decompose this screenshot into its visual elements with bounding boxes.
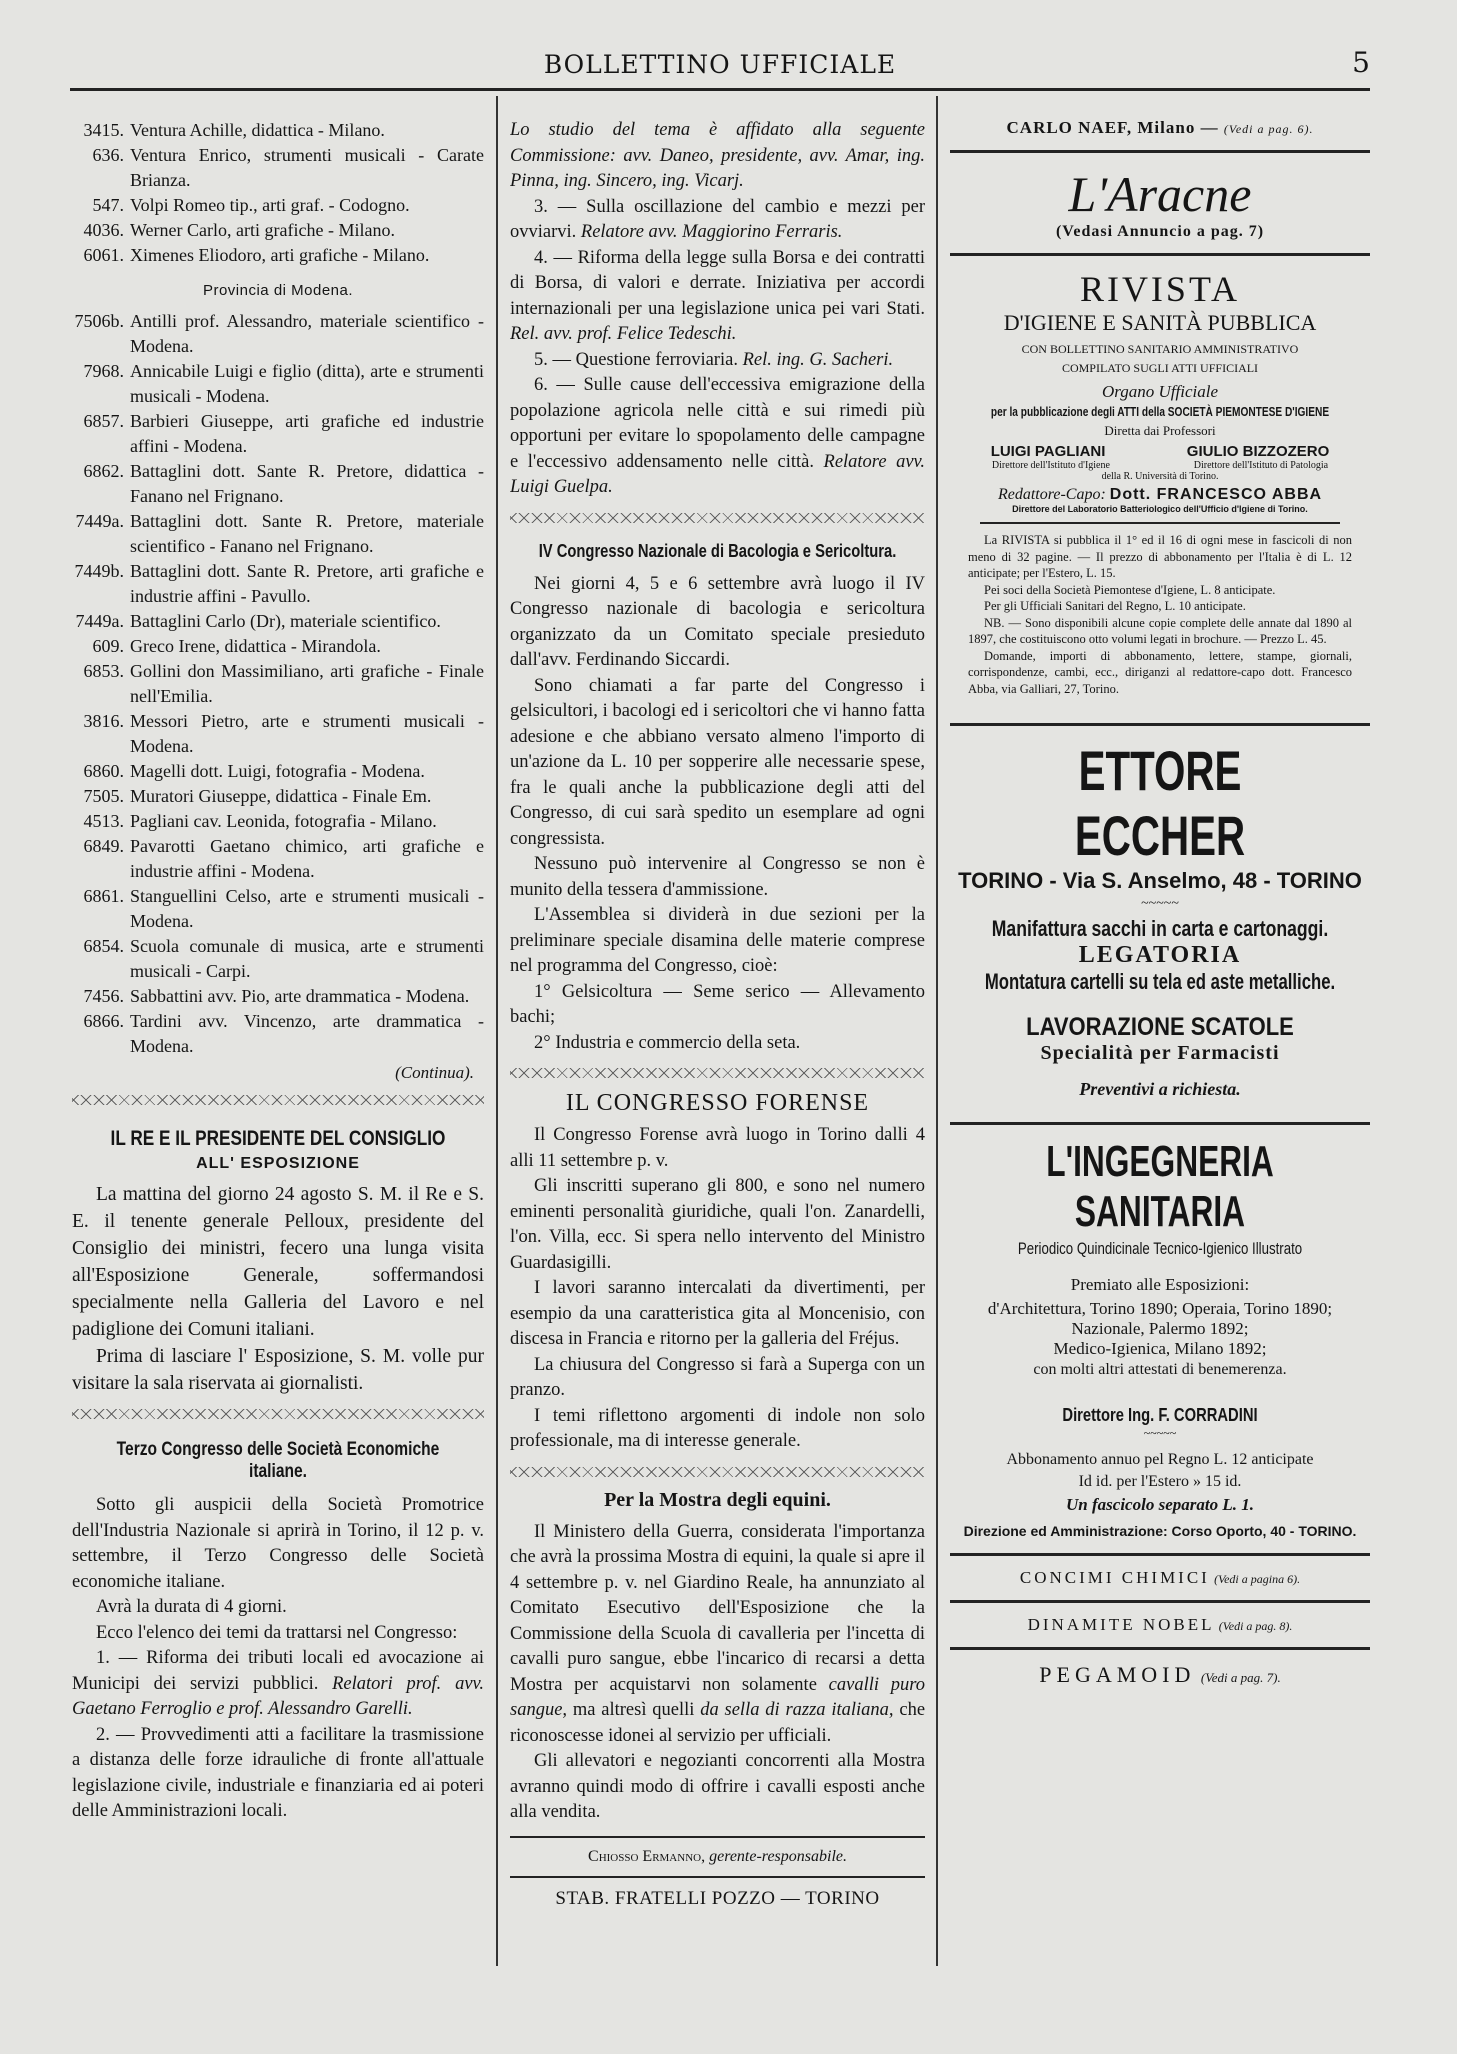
exhibitor-entry bbox=[72, 984, 484, 1009]
theme-relatore: Relatore avv. Maggiorino Ferraris. bbox=[580, 222, 843, 242]
exhibitor-text: Stanguellini Celso, arte e strumenti musicali - Modena. bbox=[130, 886, 484, 931]
ad-rule bbox=[950, 150, 1370, 153]
footer-rule bbox=[510, 1876, 925, 1878]
paragraph bbox=[72, 1646, 484, 1723]
exhibitor-entry bbox=[72, 559, 484, 609]
text-run-italic: da sella di razza italiana, bbox=[700, 1700, 894, 1720]
exhibitor-text: Werner Carlo, arti grafiche - Milano. bbox=[130, 220, 395, 240]
exhibitor-number: 636. bbox=[92, 145, 124, 165]
exhibitor-number: 6849. bbox=[83, 836, 124, 856]
section-divider bbox=[72, 1095, 484, 1105]
exhibitor-number: 7506b. bbox=[74, 311, 124, 331]
exhibitor-number: 609. bbox=[92, 636, 124, 656]
text-run-italic: cavalli puro sangue, bbox=[510, 1674, 925, 1720]
article-title-forense: IL CONGRESSO FORENSE bbox=[565, 1090, 870, 1116]
director-role: Direttore dell'Istituto d'Igiene bbox=[991, 460, 1110, 471]
paragraph: Prima di lasciare l' Esposizione, S. M. volle pur visitare la sala riservata ai giornalisti. bbox=[72, 1346, 484, 1394]
ad-dinamite-ref: (Vedi a pag. 8). bbox=[1218, 1619, 1293, 1633]
exhibitor-entry bbox=[72, 409, 484, 459]
exhibitor-text: Messori Pietro, arte e strumenti musicali - Modena. bbox=[130, 711, 484, 756]
exhibitor-number: 6853. bbox=[83, 661, 124, 681]
ad-concimi-name: CONCIMI CHIMICI bbox=[1019, 1568, 1210, 1587]
ad-rivista-line: Diretta dai Professori bbox=[1104, 423, 1216, 438]
column-1 bbox=[72, 118, 484, 1948]
fineprint-line: La RIVISTA si pubblica il 1° ed il 16 di ogni mese in fascicoli di non meno di 32 pagine. — Il prezzo di abbonamento per l'Italia è di L. 12 anticipate; per l'Estero, L. 15. bbox=[968, 533, 1352, 580]
redattore-name: Dott. FRANCESCO ABBA bbox=[1109, 486, 1323, 503]
ad-eccher-name: ETTORE ECCHER bbox=[1074, 739, 1246, 867]
gerente-name: Chiosso Ermanno, bbox=[588, 1847, 706, 1865]
exhibitor-text: Barbieri Giuseppe, arti grafiche ed industrie affini - Modena. bbox=[130, 411, 484, 456]
exhibitor-text: Scuola comunale di musica, arte e strumenti musicali - Carpi. bbox=[130, 936, 484, 981]
ad-naef-name: CARLO NAEF, Milano — bbox=[1006, 118, 1219, 137]
exhibitor-text: Ventura Achille, didattica - Milano. bbox=[130, 120, 385, 140]
printer-line: STAB. FRATELLI POZZO — TORINO bbox=[555, 1887, 880, 1909]
paragraph: La mattina del giorno 24 agosto S. M. il Re e S. E. il tenente generale Pelloux, presidente del Consiglio dei ministri, fecero una lunga visita all'Esposizione Generale, soffermandosi specialmente nella Galleria del Lavoro e nel padiglione dei Comuni italiani. bbox=[72, 1184, 484, 1340]
exhibitor-number: 3415. bbox=[83, 120, 124, 140]
ad-pegamoid bbox=[950, 1662, 1370, 1688]
exhibitor-entry bbox=[72, 784, 484, 809]
ad-rule bbox=[950, 253, 1370, 256]
exhibitor-number: 3816. bbox=[83, 711, 124, 731]
ad-rivista-line: CON BOLLETTINO SANITARIO AMMINISTRATIVO bbox=[1021, 342, 1299, 356]
ad-rivista-subtitle: D'IGIENE E SANITÀ PUBBLICA bbox=[1003, 310, 1317, 335]
article-title-re: IL RE E IL PRESIDENTE DEL CONSIGLIO bbox=[110, 1127, 446, 1150]
paragraph: Nessuno può intervenire al Congresso se non è munito della tessera d'ammissione. bbox=[510, 854, 925, 900]
ad-rivista-directors bbox=[950, 443, 1370, 460]
ad-rivista-line: COMPILATO SUGLI ATTI UFFICIALI bbox=[1061, 361, 1259, 375]
exhibitor-text: Battaglini Carlo (Dr), materiale scientifico. bbox=[130, 611, 441, 631]
ad-ingegneria-line: d'Architettura, Torino 1890; Operaia, Torino 1890; bbox=[987, 1299, 1333, 1318]
exhibitor-entry bbox=[72, 509, 484, 559]
header-rule bbox=[70, 88, 1370, 91]
exhibitor-entry bbox=[72, 218, 484, 243]
paragraph: Sotto gli auspicii della Società Promotrice dell'Industria Nazionale si aprirà in Torino, il 12 p. v. settembre, il Terzo Congresso delle Società economiche italiane. bbox=[72, 1495, 484, 1592]
exhibitor-text: Annicabile Luigi e figlio (ditta), arte e strumenti musicali - Modena. bbox=[130, 361, 484, 406]
theme-text: 1. — Riforma dei tributi locali ed avocazione ai Municipi dei servizi pubblici. bbox=[72, 1648, 484, 1694]
ad-concimi bbox=[950, 1568, 1370, 1588]
ad-ingegneria-address bbox=[950, 1523, 1370, 1539]
theme-relatori: Relatori prof. avv. Gaetano Ferroglio e prof. Alessandro Garelli. bbox=[72, 1673, 484, 1719]
address-value: Corso Oporto, 40 - TORINO. bbox=[1171, 1523, 1357, 1539]
ad-rivista-line: Direttore del Laboratorio Batteriologico dell'Ufficio d'Igiene di Torino. bbox=[1012, 504, 1308, 514]
exhibitor-number: 6061. bbox=[83, 245, 124, 265]
exhibitor-entry bbox=[72, 809, 484, 834]
paragraph bbox=[510, 1520, 925, 1750]
exhibitor-number: 4036. bbox=[83, 220, 124, 240]
exhibitor-list-milano bbox=[72, 118, 484, 268]
theme-relatore: Rel. ing. G. Sacheri. bbox=[742, 349, 894, 370]
exhibitor-text: Antilli prof. Alessandro, materiale scientifico - Modena. bbox=[130, 311, 484, 356]
director-name: GIULIO BIZZOZERO bbox=[1186, 443, 1330, 460]
redattore-label: Redattore-Capo: bbox=[997, 486, 1106, 503]
ad-ingegneria-line: Medico-Igienica, Milano 1892; bbox=[1053, 1339, 1267, 1358]
paragraph: 2° Industria e commercio della seta. bbox=[534, 1032, 801, 1053]
paragraph: I lavori saranno intercalati da divertimenti, per esempio da una caratteristica gita al Moncenisio, con discesa in Francia e ritorno per la galleria del Fréjus. bbox=[510, 1278, 925, 1349]
exhibitor-entry bbox=[72, 193, 484, 218]
ad-ingegneria-subtitle: Periodico Quindicinale Tecnico-Igienico Illustrato bbox=[1017, 1239, 1303, 1258]
exhibitor-entry bbox=[72, 243, 484, 268]
ornament: ~~~~~ bbox=[1141, 896, 1179, 911]
exhibitor-text: Tardini avv. Vincenzo, arte drammatica - Modena. bbox=[130, 1011, 484, 1056]
gerente-role: gerente-responsabile. bbox=[709, 1847, 847, 1865]
ad-eccher-line: Manifattura sacchi in carta e cartonaggi. bbox=[991, 916, 1329, 941]
exhibitor-entry bbox=[72, 759, 484, 784]
ad-rivista-organo: Organo Ufficiale bbox=[1102, 382, 1218, 401]
paragraph bbox=[510, 246, 925, 348]
paragraph bbox=[510, 195, 925, 246]
exhibitor-number: 6857. bbox=[83, 411, 124, 431]
exhibitor-number: 7456. bbox=[83, 986, 124, 1006]
ad-rivista-line: per la pubblicazione degli ATTI della SOCIETÀ PIEMONTESE D'IGIENE bbox=[990, 404, 1330, 419]
article-subtitle-re: ALL' ESPOSIZIONE bbox=[196, 1155, 360, 1172]
fineprint-line: NB. — Sono disponibili alcune copie complete delle annate dal 1890 al 1897, che costituiscono otto volumi legati in brochure. — Prezzo L. 45. bbox=[968, 615, 1352, 646]
exhibitor-number: 6860. bbox=[83, 761, 124, 781]
ad-eccher-line: LEGATORIA bbox=[1078, 942, 1242, 968]
column-3 bbox=[950, 118, 1370, 1948]
exhibitor-text: Muratori Giuseppe, didattica - Finale Em. bbox=[130, 786, 432, 806]
exhibitor-entry bbox=[72, 709, 484, 759]
exhibitor-number: 7968. bbox=[83, 361, 124, 381]
ad-rule bbox=[950, 1647, 1370, 1650]
article-title-equini: Per la Mostra degli equini. bbox=[604, 1488, 831, 1511]
exhibitor-entry bbox=[72, 1009, 484, 1059]
exhibitor-number: 6866. bbox=[83, 1011, 124, 1031]
ad-rule bbox=[950, 723, 1370, 726]
exhibitor-number: 6862. bbox=[83, 461, 124, 481]
director-role: Direttore dell'Istituto di Patologia bbox=[1193, 460, 1329, 471]
column-divider-1 bbox=[496, 96, 498, 1966]
ad-rivista-fineprint bbox=[968, 532, 1352, 697]
ad-rule bbox=[980, 522, 1340, 524]
exhibitor-text: Magelli dott. Luigi, fotografia - Modena. bbox=[130, 761, 425, 781]
exhibitor-entry bbox=[72, 359, 484, 409]
exhibitor-text: Pavarotti Gaetano chimico, arti grafiche e industrie affini - Modena. bbox=[130, 836, 484, 881]
exhibitor-text: Battaglini dott. Sante R. Pretore, arti grafiche e industrie affini - Pavullo. bbox=[130, 561, 484, 606]
text-run: ma altresì quelli bbox=[572, 1700, 695, 1720]
province-heading: Provincia di Modena. bbox=[202, 282, 354, 299]
paragraph: Nei giorni 4, 5 e 6 settembre avrà luogo il IV Congresso nazionale di bacologia e sericoltura organizzato da un Comitato speciale presieduto dall'avv. Ferdinando Siccardi. bbox=[510, 573, 925, 670]
ad-ingegneria-line: con molti altri attestati di benemerenza. bbox=[1033, 1361, 1287, 1378]
ad-pegamoid-ref: (Vedi a pag. 7). bbox=[1200, 1670, 1281, 1685]
gerente-line bbox=[510, 1848, 925, 1866]
ad-concimi-ref: (Vedi a pagina 6). bbox=[1214, 1572, 1301, 1586]
theme-relatore: Relatore avv. Luigi Guelpa. bbox=[510, 451, 925, 497]
ad-naef bbox=[950, 118, 1370, 138]
paragraph: La chiusura del Congresso si farà a Superga con un pranzo. bbox=[510, 1354, 925, 1400]
paragraph bbox=[510, 348, 925, 374]
exhibitor-text: Ventura Enrico, strumenti musicali - Carate Brianza. bbox=[130, 145, 484, 190]
exhibitor-number: 7449b. bbox=[74, 561, 124, 581]
ad-eccher-line: Specialità per Farmacisti bbox=[1040, 1042, 1280, 1064]
ad-naef-ref: (Vedi a pag. 6). bbox=[1223, 122, 1314, 136]
paragraph: Sono chiamati a far parte del Congresso i gelsicultori, i bacologi ed i sericoltori che vi hanno fatta adesione e che abbiano versato almeno l'importo di un'azione da L. 10 per sopperire alle necessarie spese, fra le quali anche la pubblicazione degli atti del Congresso, di cui sarà spedito un esemplare ad ogni congressista. bbox=[510, 675, 925, 849]
continua-note: (Continua). bbox=[395, 1063, 474, 1082]
fineprint-line: Domande, importi di abbonamento, lettere, stampe, giornali, corrispondenze, cambi, ecc., diriganzi al redattore-capo dott. Francesco Abba, via Galliari, 27, Torino. bbox=[968, 648, 1352, 696]
exhibitor-number: 7449a. bbox=[75, 611, 124, 631]
ad-ingegneria-line: Id id. per l'Estero » 15 id. bbox=[1078, 1473, 1242, 1490]
ad-eccher-line: Preventivi a richiesta. bbox=[1079, 1079, 1241, 1099]
exhibitor-list-modena bbox=[72, 309, 484, 1059]
text-run: Il Ministero della Guerra, considerata l'importanza che avrà la prossima Mostra di equini, la quale si apre il 4 settembre p. v. nel Giardino Reale, ha annunziato al Comitato Esecutivo dell'Esposizione che la Commissione della Scuola di cavalleria per l'incetta di cavalli puro sangue, ebbe l'incarico di recarsi a detta Mostra per acquistarvi non solamente bbox=[510, 1521, 925, 1695]
paragraph: Gli allevatori e negozianti concorrenti alla Mostra avranno quindi modo di offrire i cavalli esposti anche alla vendita. bbox=[510, 1751, 925, 1822]
exhibitor-entry bbox=[72, 634, 484, 659]
paragraph: Gli inscritti superano gli 800, e sono nel numero eminenti personalità giuridiche, quali l'on. Zanardelli, l'on. Villa, ecc. Si spera nello intervento del Ministro Guardasigilli. bbox=[510, 1176, 925, 1273]
exhibitor-number: 6861. bbox=[83, 886, 124, 906]
theme-text: 5. — Questione ferroviaria. bbox=[534, 349, 738, 370]
paragraph: Avrà la durata di 4 giorni. bbox=[96, 1597, 287, 1617]
theme-text: 6. — Sulle cause dell'eccessiva emigrazione della popolazione agricola nelle città e sui rimedi più opportuni per evitare lo spopolamento delle campagne e l'eccessivo addensamento nelle città. bbox=[510, 375, 925, 472]
exhibitor-text: Sabbattini avv. Pio, arte drammatica - Modena. bbox=[130, 986, 470, 1006]
section-divider bbox=[510, 1068, 925, 1078]
section-divider bbox=[510, 513, 925, 523]
publication-title: BOLLETTINO UFFICIALE bbox=[543, 50, 897, 79]
text-run: che riconoscesse idonei al servizio per ufficiali. bbox=[510, 1700, 925, 1746]
ad-ingegneria-line: Nazionale, Palermo 1892; bbox=[1071, 1319, 1249, 1338]
column-divider-2 bbox=[936, 96, 938, 1966]
ad-rule bbox=[950, 1600, 1370, 1603]
ad-dinamite bbox=[950, 1615, 1370, 1635]
exhibitor-entry bbox=[72, 459, 484, 509]
director-name: LUIGI PAGLIANI bbox=[990, 443, 1106, 460]
ornament: ~~~~~ bbox=[1143, 1426, 1177, 1440]
exhibitor-text: Gollini don Massimiliano, arti grafiche - Finale nell'Emilia. bbox=[130, 661, 484, 706]
exhibitor-number: 6854. bbox=[83, 936, 124, 956]
paragraph: L'Assemblea si dividerà in due sezioni per la preliminare speciale disamina delle materie comprese nel programma del Congresso, cioè: bbox=[510, 905, 925, 976]
ad-aracne-title: L'Aracne bbox=[1068, 166, 1252, 222]
paragraph: 2. — Provvedimenti atti a facilitare la trasmissione a distanza delle forze idrauliche di fronte all'attuale legislazione civile, industriale e finanziaria ed ai poteri delle Amministrazioni locali. bbox=[72, 1724, 484, 1821]
ad-ingegneria-line: Premiato alle Esposizioni: bbox=[1070, 1275, 1250, 1294]
theme-text: 3. — Sulla oscillazione del cambio e mezzi per ovviarvi. bbox=[510, 196, 925, 242]
ad-ingegneria-line: Un fascicolo separato L. 1. bbox=[1066, 1495, 1254, 1514]
exhibitor-entry bbox=[72, 143, 484, 193]
ad-rivista-line: della R. Università di Torino. bbox=[1101, 471, 1219, 482]
ad-dinamite-name: DINAMITE NOBEL bbox=[1027, 1615, 1215, 1634]
exhibitor-entry bbox=[72, 659, 484, 709]
ad-eccher-line: LAVORAZIONE SCATOLE bbox=[1026, 1013, 1294, 1041]
ad-eccher-address: TORINO - Via S. Anselmo, 48 - TORINO bbox=[958, 868, 1362, 893]
ad-ingegneria-director: Direttore Ing. F. CORRADINI bbox=[1062, 1405, 1258, 1425]
section-divider bbox=[510, 1467, 925, 1477]
ad-rivista-redattore bbox=[950, 486, 1370, 504]
paragraph: Lo studio del tema è affidato alla seguente Commissione: avv. Daneo, presidente, avv. Amar, ing. Pinna, ing. Sincero, ing. Vicarj. bbox=[510, 120, 925, 191]
page-number: 5 bbox=[1352, 46, 1370, 79]
address-label: Direzione ed Amministrazione: bbox=[963, 1523, 1168, 1539]
exhibitor-text: Greco Irene, didattica - Mirandola. bbox=[130, 636, 381, 656]
paragraph bbox=[510, 373, 925, 501]
exhibitor-text: Pagliani cav. Leonida, fotografia - Milano. bbox=[130, 811, 437, 831]
exhibitor-entry bbox=[72, 834, 484, 884]
ad-ingegneria-line: Abbonamento annuo pel Regno L. 12 anticipate bbox=[1006, 1451, 1314, 1468]
exhibitor-entry bbox=[72, 118, 484, 143]
ad-rule bbox=[950, 1122, 1370, 1125]
section-divider bbox=[72, 1409, 484, 1419]
exhibitor-text: Volpi Romeo tip., arti graf. - Codogno. bbox=[130, 195, 410, 215]
article-title-bacologia: IV Congresso Nazionale di Bacologia e Sericoltura. bbox=[538, 540, 897, 561]
exhibitor-text: Battaglini dott. Sante R. Pretore, didattica - Fanano nel Frignano. bbox=[130, 461, 484, 506]
column-2 bbox=[510, 118, 925, 1948]
ad-pegamoid-name: PEGAMOID bbox=[1039, 1662, 1196, 1687]
exhibitor-number: 547. bbox=[92, 195, 124, 215]
ad-rule bbox=[950, 1553, 1370, 1556]
exhibitor-entry bbox=[72, 934, 484, 984]
exhibitor-text: Battaglini dott. Sante R. Pretore, materiale scientifico - Fanano nel Frignano. bbox=[130, 511, 484, 556]
exhibitor-number: 4513. bbox=[83, 811, 124, 831]
fineprint-line: Per gli Ufficiali Sanitari del Regno, L. 10 anticipate. bbox=[984, 599, 1246, 613]
ad-rivista-title: RIVISTA bbox=[1079, 269, 1241, 309]
ad-rivista-director-roles bbox=[950, 460, 1370, 471]
exhibitor-text: Ximenes Eliodoro, arti grafiche - Milano. bbox=[130, 245, 430, 265]
paragraph: I temi riflettono argomenti di indole non solo professionale, ma di interesse generale. bbox=[510, 1405, 925, 1451]
theme-relatore: Rel. avv. prof. Felice Tedeschi. bbox=[510, 324, 737, 344]
footer-rule bbox=[510, 1836, 925, 1838]
exhibitor-entry bbox=[72, 884, 484, 934]
article-title-terzo: Terzo Congresso delle Società Economiche italiane. bbox=[116, 1439, 440, 1482]
ad-eccher-line: Montatura cartelli su tela ed aste metalliche. bbox=[984, 969, 1336, 994]
running-head bbox=[70, 44, 1370, 84]
ad-ingegneria-title: L'INGEGNERIA SANITARIA bbox=[1046, 1137, 1274, 1236]
theme-text: 4. — Riforma della legge sulla Borsa e dei contratti di Borsa, di valori e derrate. Iniziativa per accordi internazionali per una legislazione unica pei vari Stati. bbox=[510, 247, 925, 319]
exhibitor-entry bbox=[72, 309, 484, 359]
exhibitor-entry bbox=[72, 609, 484, 634]
exhibitor-number: 7505. bbox=[83, 786, 124, 806]
paragraph: Il Congresso Forense avrà luogo in Torino dalli 4 alli 11 settembre p. v. bbox=[510, 1125, 925, 1171]
ad-aracne-ref: (Vedasi Annuncio a pag. 7) bbox=[1055, 223, 1265, 240]
paragraph: Ecco l'elenco dei temi da trattarsi nel Congresso: bbox=[96, 1622, 458, 1643]
fineprint-line: Pei soci della Società Piemontese d'Igiene, L. 8 anticipate. bbox=[984, 582, 1276, 597]
paragraph: 1° Gelsicoltura — Seme serico — Allevamento bachi; bbox=[510, 981, 925, 1027]
exhibitor-number: 7449a. bbox=[75, 511, 124, 531]
